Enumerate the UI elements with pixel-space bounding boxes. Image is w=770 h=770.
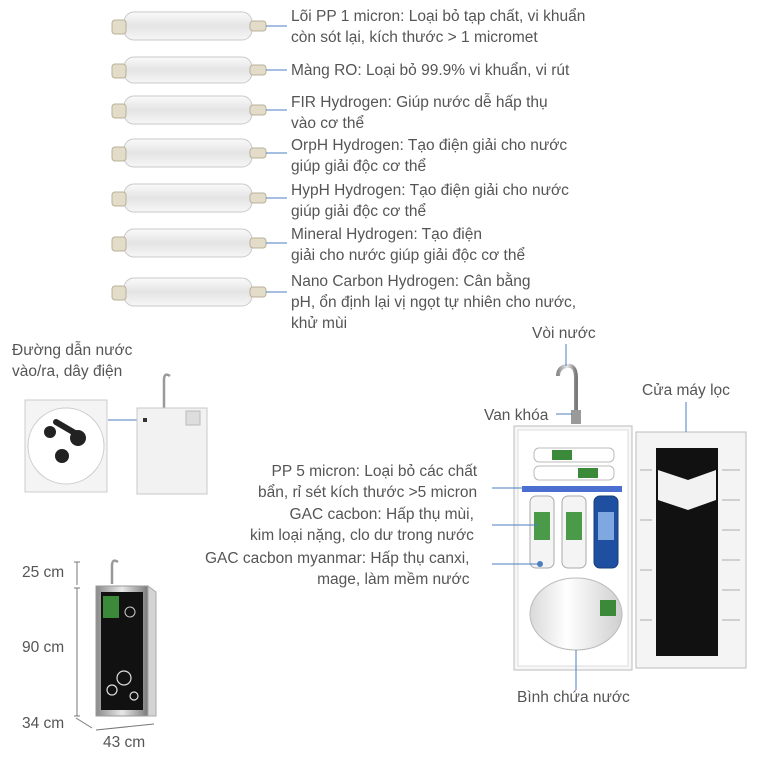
dimension-height-top: 25 cm	[22, 564, 65, 581]
cartridge-orph	[112, 139, 287, 167]
machine-front-small	[96, 561, 156, 716]
cartridge-fir	[112, 96, 287, 124]
cartridge-ro	[112, 57, 287, 83]
filter-cartridges	[112, 12, 287, 306]
gac-myanmar-label: GAC cacbon myanmar: Hấp thụ canxi, mage, làm mềm nước	[205, 550, 470, 588]
lock-valve-label: Van khóa	[484, 407, 549, 424]
connector-label: Đường dẫn nước vào/ra, dây điện	[12, 342, 133, 380]
filter-label-mineral: Mineral Hydrogen: Tạo điện giải cho nước giúp giải độc cơ thể	[291, 226, 526, 264]
dimension-depth: 34 cm	[22, 715, 65, 732]
dimension-height-main: 90 cm	[22, 639, 65, 656]
filter-label-ro: Màng RO: Loại bỏ 99.9% vi khuẩn, vi rút	[291, 62, 570, 79]
cartridge-hyph	[112, 184, 287, 212]
cartridge-mineral	[112, 229, 287, 257]
filter-label-nano-carbon: Nano Carbon Hydrogen: Cân bằng pH, ổn định lại vị ngọt tự nhiên cho nước, khử mùi	[291, 273, 577, 332]
filter-label-orph: OrpH Hydrogen: Tạo điện giải cho nước giúp giải độc cơ thể	[291, 137, 568, 175]
filter-label-fir: FIR Hydrogen: Giúp nước dễ hấp thụ vào cơ thể	[291, 94, 548, 132]
door-label: Cửa máy lọc	[642, 382, 730, 399]
connector-detail	[25, 400, 146, 492]
cartridge-nano-carbon	[112, 278, 287, 306]
faucet-label: Vòi nước	[532, 325, 596, 342]
filter-label-pp1: Lõi PP 1 micron: Loại bỏ tạp chất, vi khuẩn còn sót lại, kích thước > 1 micromet	[291, 8, 586, 46]
pp5-label: PP 5 micron: Loại bỏ các chất bẩn, rỉ sét kích thước >5 micron	[258, 463, 478, 501]
machine-back-view	[137, 375, 207, 494]
tank-label: Bình chứa nước	[517, 689, 630, 706]
filter-label-hyph: HypH Hydrogen: Tạo điện giải cho nước giúp giải độc cơ thể	[291, 182, 569, 220]
gac-label: GAC cacbon: Hấp thụ mùi, kim loại nặng, clo dư trong nước	[250, 506, 474, 544]
cartridge-pp1	[112, 12, 287, 40]
dimension-width: 43 cm	[103, 734, 146, 751]
